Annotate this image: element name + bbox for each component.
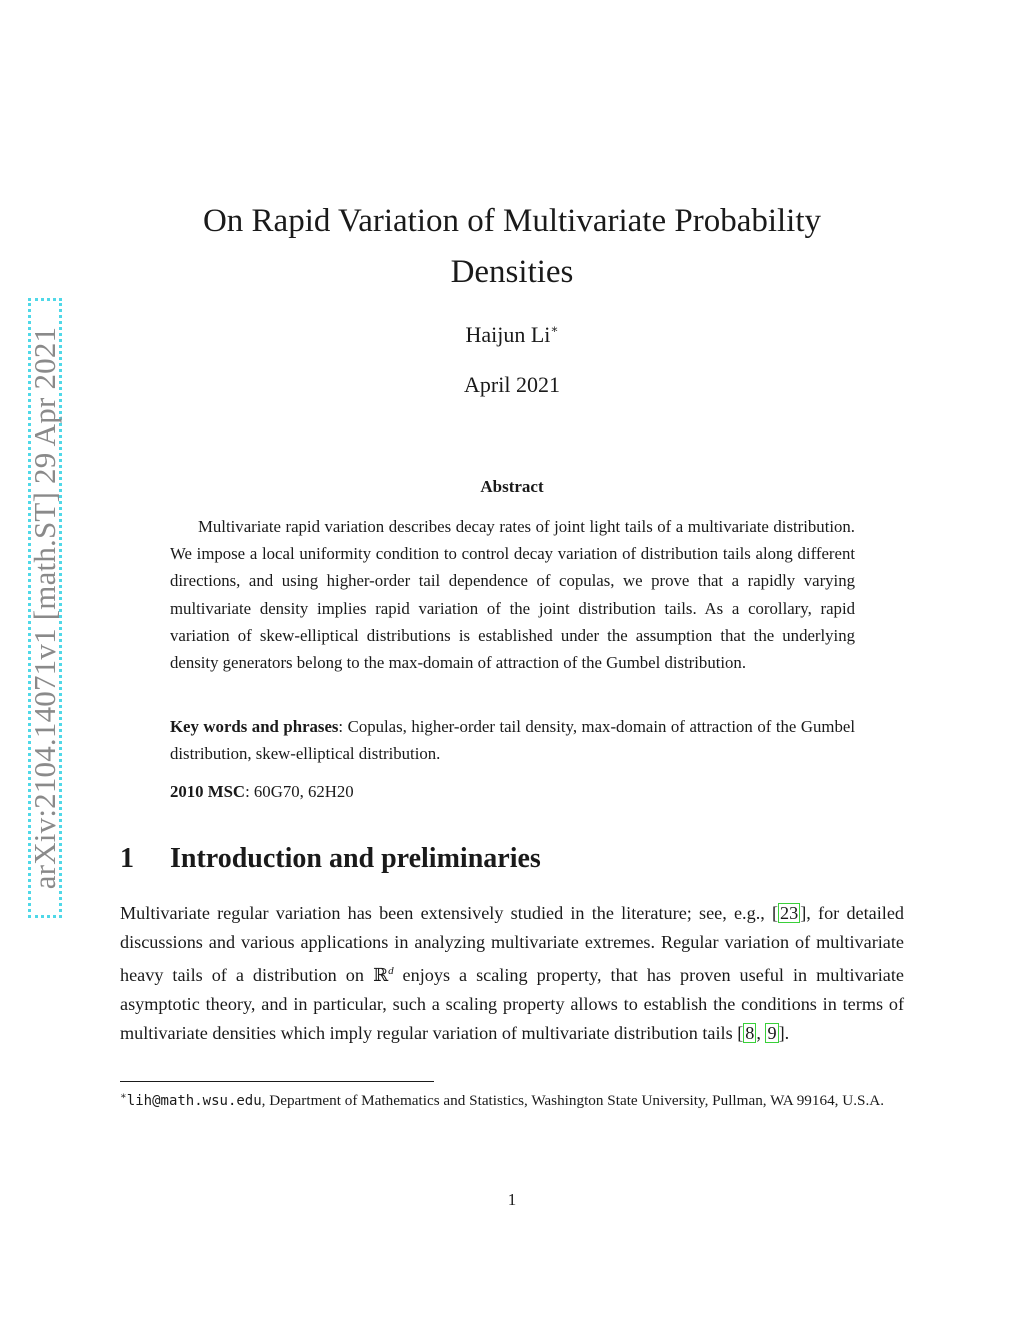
keywords-label: Key words and phrases: [170, 717, 339, 736]
section-number: 1: [120, 843, 134, 874]
author-name: Haijun Li: [465, 322, 551, 347]
paper-title: On Rapid Variation of Multivariate Probability Densities: [202, 203, 822, 290]
section-title: Introduction and preliminaries: [170, 843, 541, 874]
msc-label: 2010 MSC: [170, 782, 246, 801]
intro-text-2: ], for detailed discussions and various applications in analyzing multivariate extremes. Regular variation of multivariate heavy tails of a distribution on ℝ: [120, 903, 905, 985]
section-heading: [120, 843, 541, 875]
msc-classification: [170, 778, 855, 805]
citation-link-8[interactable]: 8: [745, 1023, 755, 1043]
author: [0, 322, 1024, 348]
arxiv-identifier[interactable]: arXiv:2104.14071v1 [math.ST] 29 Apr 2021: [27, 326, 62, 890]
intro-text-1: Multivariate regular variation has been extensively studied in the literature; see, e.g., [: [120, 903, 779, 923]
footnote: [120, 1085, 904, 1113]
intro-paragraph: [120, 899, 904, 1048]
footnote-divider: [120, 1081, 434, 1082]
citation-separator: ,: [756, 1023, 766, 1043]
citation-link-23[interactable]: 23: [780, 903, 799, 923]
abstract-text: Multivariate rapid variation describes decay rates of joint light tails of a multivariate distribution. We impose a local uniformity condition to control decay variation of distribution tails along different directions, and using higher-order tail dependence of copulas, we prove that a rapidly varying multivariate density implies rapid variation of the joint distribution tails. As a corollary, rapid variation of skew-elliptical distributions is established under the assumption that the underlying density generators belong to the max-domain of attraction of the Gumbel distribution.: [170, 517, 855, 673]
paper-date: April 2021: [464, 372, 560, 397]
keywords: [170, 713, 855, 767]
author-email-link[interactable]: lih@math.wsu.edu: [126, 1093, 262, 1109]
superscript-d: d: [388, 965, 394, 977]
intro-text-3: enjoys a scaling property, that has proven useful in multivariate asymptotic theory, and in particular, such a scaling property allows to establish the conditions in terms of multivariate densities which imply regular variation of multivariate distribution tails [: [120, 965, 904, 1043]
author-footnote-mark[interactable]: ∗: [550, 322, 559, 336]
keywords-text: : Copulas, higher-order tail density, max-domain of attraction of the Gumbel distribution, skew-elliptical distribution.: [170, 717, 855, 764]
abstract-heading: Abstract: [480, 477, 544, 496]
footnote-text: , Department of Mathematics and Statistics, Washington State University, Pullman, WA 99164, U.S.A.: [261, 1092, 885, 1109]
intro-text-4: ].: [778, 1023, 790, 1043]
msc-text: : 60G70, 62H20: [245, 782, 354, 801]
citation-link-9[interactable]: 9: [767, 1023, 777, 1043]
footnote-mark: ∗: [120, 1091, 127, 1102]
page-number: 1: [507, 1190, 517, 1209]
